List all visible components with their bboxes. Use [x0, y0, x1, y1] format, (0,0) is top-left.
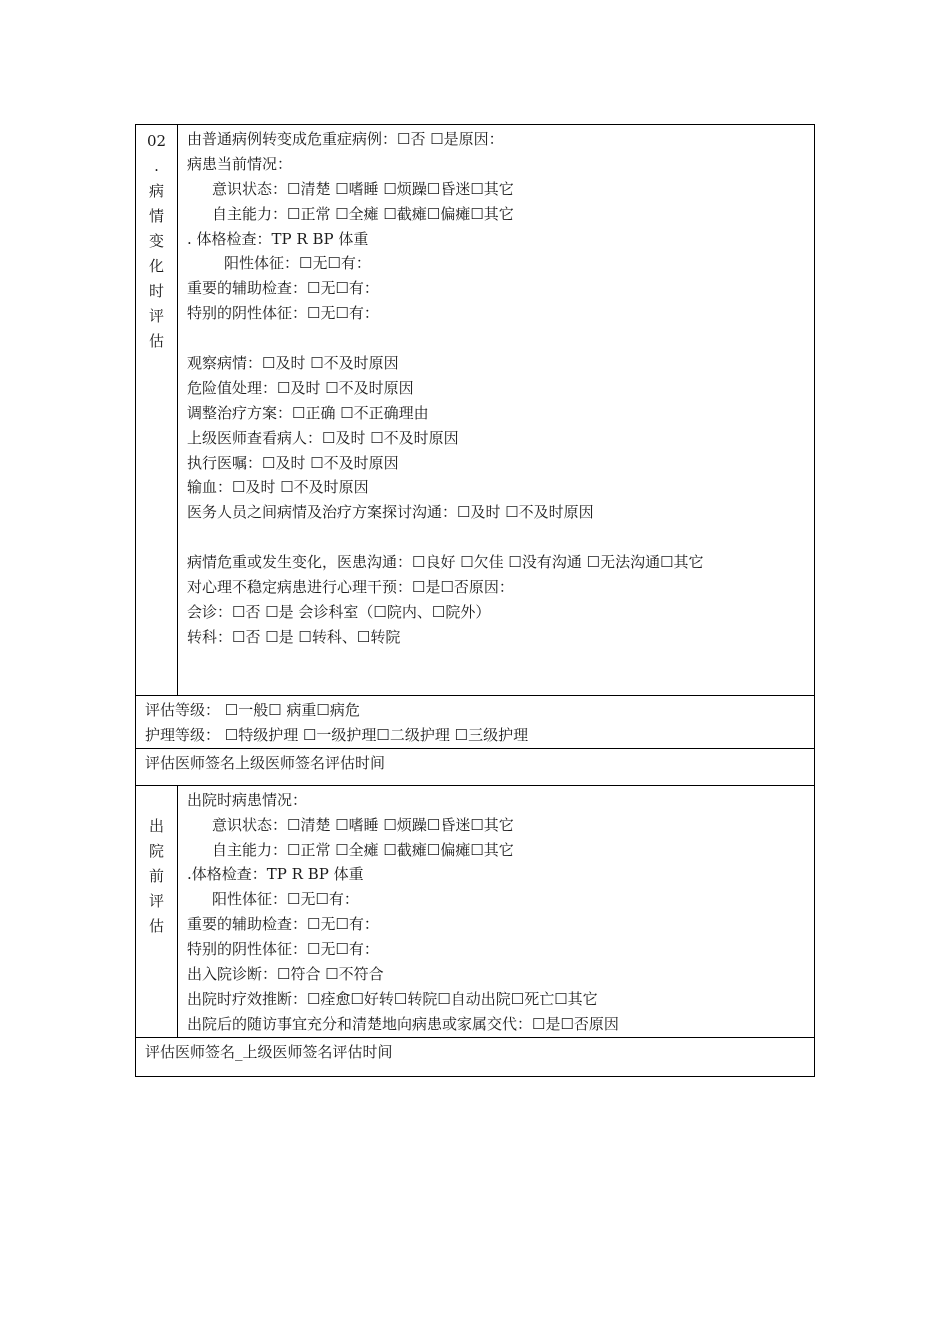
form-line: 由普通病例转变成危重症病例：☐否 ☐是原因： — [187, 130, 504, 148]
section-label-char: 时 — [148, 282, 164, 300]
signature-cell-1 — [136, 748, 815, 785]
form-line: 出院时病患情况： — [187, 790, 308, 809]
form-line: 自主能力：☐正常 ☐全瘫 ☐截瘫☐偏瘫☐其它 — [212, 204, 514, 223]
section1-content — [178, 125, 814, 650]
form-line: 医务人员之间病情及治疗方案探讨沟通：☐及时 ☐不及时原因 — [187, 503, 594, 522]
form-line: 对心理不稳定病患进行心理干预：☐是☐否原因： — [187, 578, 514, 597]
form-line: 执行医嘱：☐及时 ☐不及时原因 — [187, 453, 399, 472]
section2-content-cell — [178, 785, 815, 1037]
section-label-char: 估 — [148, 916, 164, 935]
form-line: 会诊：☐否 ☐是 会诊科室（☐院内、☐院外） — [187, 602, 491, 621]
section-label-char: 化 — [148, 257, 164, 275]
section-label-char: 前 — [148, 866, 164, 885]
form-line: 重要的辅助检查：☐无☐有： — [187, 915, 379, 934]
form-line: 特别的阴性体征：☐无☐有： — [187, 940, 379, 959]
form-line — [187, 326, 814, 351]
section-label-char: 院 — [148, 841, 164, 860]
section1-label-cell — [136, 125, 178, 696]
signature-row-1 — [136, 748, 815, 785]
form-line: . 体格检查：TP R BP 体重 — [187, 229, 369, 248]
form-line: 阳性体征：☐无☐有： — [224, 254, 371, 273]
form-line: 病患当前情况： — [187, 154, 293, 173]
form-line: 出院后的随访事宜充分和清楚地向病患或家属交代：☐是☐否原因 — [187, 1014, 619, 1033]
section-label-char: . — [154, 157, 159, 175]
form-line: 调整治疗方案：☐正确 ☐不正确理由 — [187, 403, 429, 422]
form-line: 特别的阴性体征：☐无☐有： — [187, 304, 379, 323]
section-condition-change — [136, 125, 815, 696]
grade-row — [136, 696, 815, 749]
section1-label — [136, 125, 177, 354]
form-line: 观察病情：☐及时 ☐不及时原因 — [187, 354, 399, 373]
signature-cell-2 — [136, 1037, 815, 1076]
section2-label-cell — [136, 785, 178, 1037]
form-line: 出入院诊断：☐符合 ☐不符合 — [187, 965, 384, 984]
form-line: 转科：☐否 ☐是 ☐转科、☐转院 — [187, 627, 401, 646]
section-label-char: 评 — [148, 307, 164, 325]
form-line: 出院时疗效推断：☐痊愈☐好转☐转院☐自动出院☐死亡☐其它 — [187, 989, 598, 1008]
nursing-grade-line: 护理等级： ☐特级护理 ☐一级护理☐二级护理 ☐三级护理 — [145, 725, 529, 744]
form-line: 自主能力：☐正常 ☐全瘫 ☐截瘫☐偏瘫☐其它 — [212, 840, 514, 859]
section2-content — [178, 786, 814, 1037]
signature-line-1: 评估医师签名上级医师签名评估时间 — [145, 753, 386, 772]
section-label-char: 变 — [148, 232, 164, 250]
signature-line-2: 评估医师签名_上级医师签名评估时间 — [145, 1042, 393, 1061]
form-line: 上级医师查看病人：☐及时 ☐不及时原因 — [187, 428, 459, 447]
grade-cell — [136, 696, 815, 749]
signature-row-2 — [136, 1037, 815, 1076]
section2-label — [136, 786, 177, 939]
assessment-grade-line: 评估等级： ☐一般☐ 病重☐病危 — [145, 701, 360, 719]
section-label-char: 02 — [146, 132, 167, 150]
form-table — [135, 124, 815, 1077]
form-line: 输血：☐及时 ☐不及时原因 — [187, 478, 369, 497]
form-line: .体格检查：TP R BP 体重 — [187, 865, 364, 884]
assessment-form — [135, 124, 815, 1077]
section-label-char: 病 — [148, 182, 164, 200]
form-line: 阳性体征：☐无☐有： — [212, 890, 359, 909]
section-pre-discharge — [136, 785, 815, 1037]
form-line: 意识状态：☐清楚 ☐嗜睡 ☐烦躁☐昏迷☐其它 — [212, 179, 514, 198]
form-line: 危险值处理：☐及时 ☐不及时原因 — [187, 378, 414, 397]
section1-content-cell — [178, 125, 815, 696]
form-line — [187, 525, 814, 550]
form-line: 病情危重或发生变化，医患沟通：☐良好 ☐欠佳 ☐没有沟通 ☐无法沟通☐其它 — [187, 553, 704, 572]
section-label-char: 评 — [148, 891, 164, 910]
section-label-char: 情 — [148, 207, 164, 225]
form-line: 重要的辅助检查：☐无☐有： — [187, 279, 379, 298]
section-label-char: 出 — [148, 816, 164, 835]
form-line: 意识状态：☐清楚 ☐嗜睡 ☐烦躁☐昏迷☐其它 — [212, 815, 514, 834]
section-label-char: 估 — [148, 332, 164, 350]
